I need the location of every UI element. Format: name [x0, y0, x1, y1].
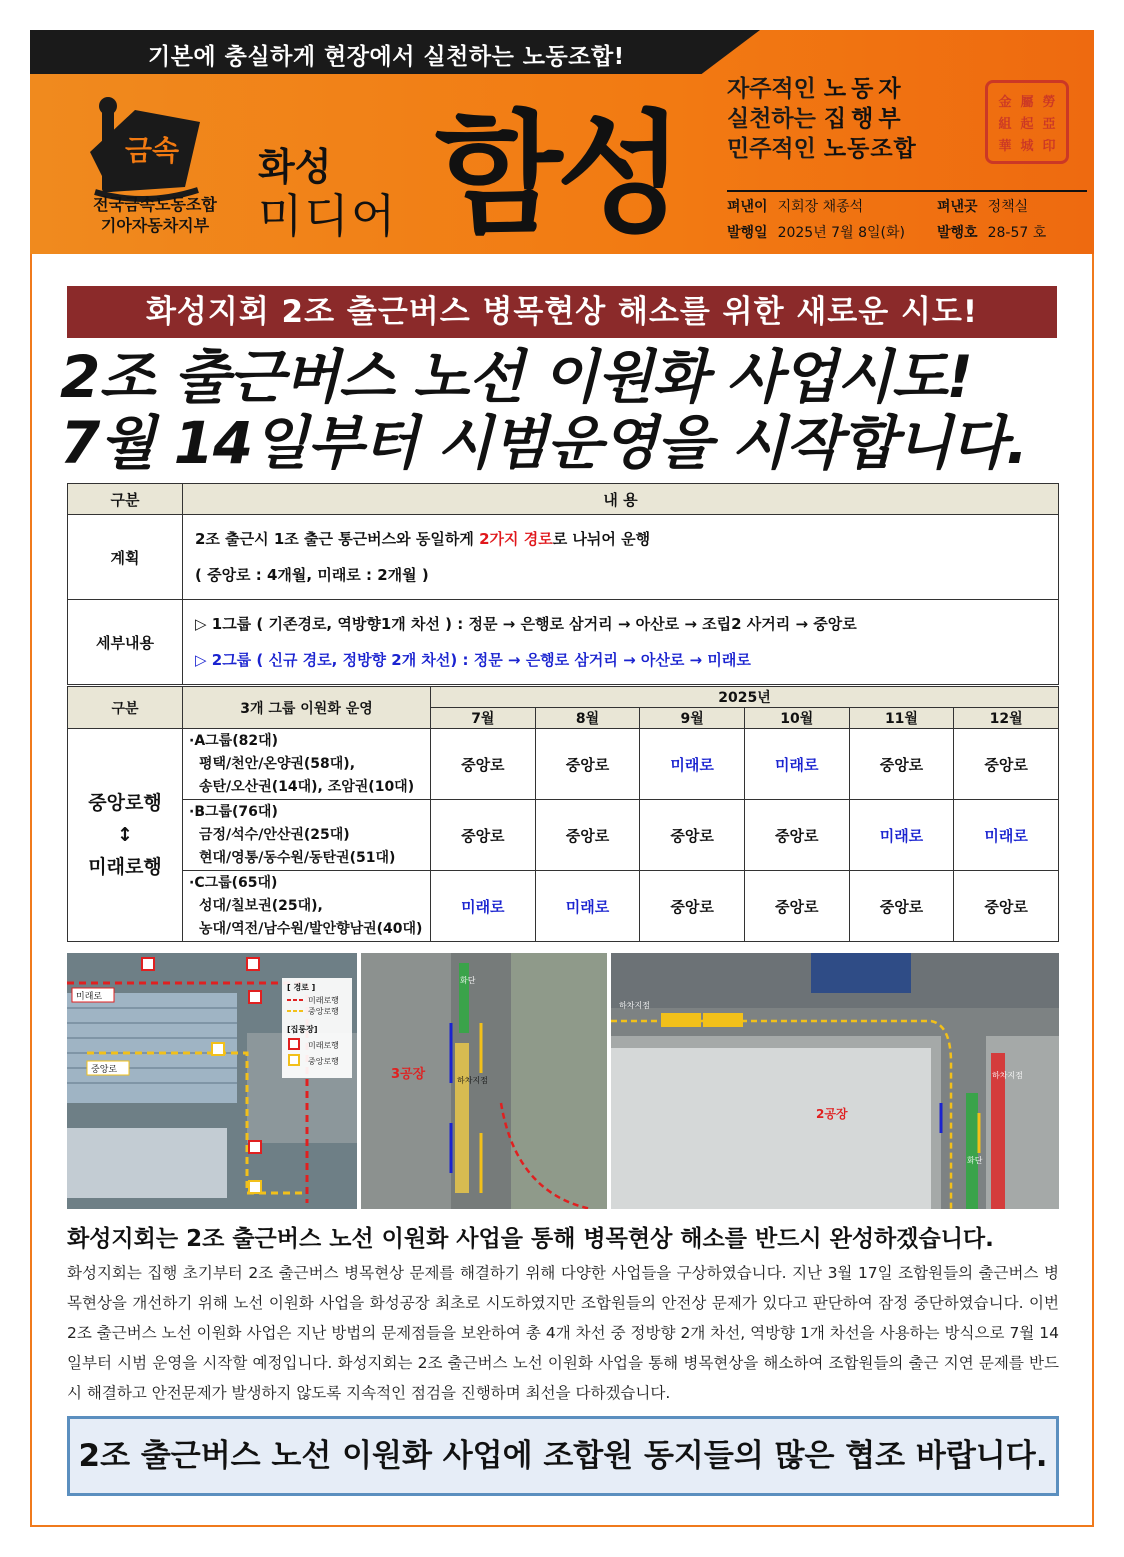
route-cell: 미래로	[744, 729, 849, 800]
detail-route-1: ▷ 1그룹 ( 기존경로, 역방향1개 차선 ) : 정문 → 은행로 삼거리 → 아산로 → 조립2 사거리 → 중앙로	[195, 615, 857, 633]
logo-text: 금속	[124, 134, 180, 167]
median-label: 화단	[967, 1156, 983, 1165]
motto-line: 실천하는 집행부	[727, 106, 906, 132]
map-label-jungang: 중앙로	[91, 1065, 118, 1075]
brand-media: 미디어	[258, 189, 398, 243]
motto	[727, 74, 987, 164]
brand-title: 함성	[435, 98, 679, 252]
plant3-photo	[361, 953, 607, 1209]
union-name	[60, 194, 250, 236]
table-row	[68, 871, 1059, 942]
svg-text:[ 경로 ]: [ 경로 ]	[287, 983, 316, 992]
month-header: 7월	[431, 708, 536, 729]
plant2-label: 2공장	[816, 1107, 848, 1121]
month-header: 9월	[640, 708, 745, 729]
group-c: ·C그룹(65대) 성대/칠보권(25대), 농대/역전/남수원/발안향남권(40대)	[183, 871, 431, 942]
route-cell: 중앙로	[431, 800, 536, 871]
route-cell: 미래로	[640, 729, 745, 800]
route-cell: 중앙로	[849, 729, 954, 800]
publication-info	[727, 190, 1087, 246]
slogan: 기본에 충실하게 현장에서 실천하는 노동조합!	[148, 44, 625, 70]
month-header: 12월	[954, 708, 1059, 729]
route-cell: 중앙로	[640, 871, 745, 942]
route-cell: 중앙로	[744, 800, 849, 871]
detail-label: 세부내용	[68, 600, 183, 685]
map-label-mirae: 미래로	[76, 992, 103, 1002]
plan-table	[67, 483, 1059, 685]
union-logo-icon	[80, 92, 210, 207]
brand-small: 화성	[258, 145, 332, 189]
route-cell: 미래로	[535, 871, 640, 942]
group-a: ·A그룹(82대) 평택/천안/온양권(58대), 송탄/오산권(14대), 조암권(10대)	[183, 729, 431, 800]
month-header: 8월	[535, 708, 640, 729]
pubplace: 정책실	[987, 199, 1029, 215]
table-row	[68, 800, 1059, 871]
headline-line1: 2조 출근버스 노선 이원화 사업시도!	[60, 343, 972, 411]
union-line1: 전국금속노동조합	[93, 195, 217, 214]
headline	[60, 344, 1070, 476]
route-cell: 중앙로	[849, 871, 954, 942]
stop-label: 하차지점	[992, 1071, 1023, 1080]
sched-col-groups: 3개 그룹 이원화 운영	[183, 687, 431, 729]
motto-line: 자주적인 노동자	[727, 76, 906, 102]
publisher: 지회장 채종석	[777, 199, 864, 215]
median-label: 화단	[460, 976, 476, 985]
sched-year: 2025년	[431, 687, 1059, 708]
stop-label: 하차지점	[457, 1076, 488, 1085]
direction-label: 중앙로행 ↕ 미래로행	[68, 729, 183, 942]
date-label: 발행일	[727, 225, 768, 241]
plan-content: 2조 출근시 1조 출근 통근버스와 동일하게 2가지 경로로 나뉘어 운행 ( 중앙로 : 4개월, 미래로 : 2개월 )	[183, 515, 1059, 600]
table-row	[68, 729, 1059, 800]
month-header: 11월	[849, 708, 954, 729]
article-title: 화성지회는 2조 출근버스 노선 이원화 사업을 통해 병목현상 해소를 반드시 완성하겠습니다.	[67, 1226, 994, 1252]
headline-line2: 7월 14일부터 시범운영을 시작합니다.	[60, 409, 1028, 477]
route-cell: 중앙로	[744, 871, 849, 942]
route-cell: 미래로	[954, 800, 1059, 871]
detail-route-2: ▷ 2그룹 ( 신규 경로, 정방향 2개 차선) : 정문 → 은행로 삼거리 → 아산로 → 미래로	[195, 651, 751, 669]
month-header: 10월	[744, 708, 849, 729]
svg-text:중앙로행: 중앙로행	[308, 1007, 339, 1016]
sched-col-category: 구분	[68, 687, 183, 729]
publisher-label: 펴낸이	[727, 199, 768, 215]
svg-text:미래로행: 미래로행	[308, 996, 339, 1005]
route-cell: 중앙로	[954, 729, 1059, 800]
svg-text:미래로행: 미래로행	[308, 1041, 339, 1050]
detail-content	[183, 600, 1059, 685]
issue-date: 2025년 7월 8일(화)	[777, 225, 905, 241]
route-cell: 중앙로	[535, 800, 640, 871]
plant3-label: 3공장	[391, 1067, 426, 1082]
plant2-photo	[611, 953, 1059, 1209]
callout-box: 2조 출근버스 노선 이원화 사업에 조합원 동지들의 많은 협조 바랍니다.	[67, 1416, 1059, 1496]
plan-label: 계획	[68, 515, 183, 600]
motto-line: 민주적인 노동조합	[727, 136, 917, 162]
route-cell: 미래로	[431, 871, 536, 942]
masthead	[30, 30, 1094, 254]
svg-text:[집룽장]: [집룽장]	[287, 1025, 318, 1034]
union-line2: 기아자동차지부	[100, 216, 210, 235]
issue-label: 발행호	[937, 225, 978, 241]
route-cell: 미래로	[849, 800, 954, 871]
article-body: 화성지회는 집행 초기부터 2조 출근버스 병목현상 문제를 해결하기 위해 다양한 사업들을 구상하였습니다. 지난 3월 17일 조합원들의 출근버스 병목현상을 개선하기 위해 노선 이원화 사업을 화성공장 최초로 시도하였지만 조합원들의 안전상 문제가 있다고 판단하여 잠정 중단하였습니다. 이번 2조 출근버스 노선 이원화 사업은 지난 방법의 문제점들을 보완하여 총 4개 차선 중 정방향 2개 차선, 역방향 1개 차선을 사용하는 방식으로 7월 14일부터 시범 운영을 시작할 예정입니다. 화성지회는 2조 출근버스 노선 이원화 사업을 통해 병목현상을 해소하여 조합원들의 출근 지연 문제를 반드시 해결하고 안전문제가 발생하지 않도록 지속적인 점검을 진행하며 최선을 다하겠습니다.	[67, 1264, 1059, 1402]
seal-stamp-icon: 金 屬 勞 組 起 亞 華 城 印	[985, 80, 1069, 164]
route-map-photo	[67, 953, 357, 1209]
plan-col-content: 내 용	[183, 484, 1059, 515]
schedule-table	[67, 686, 1059, 942]
route-cell: 중앙로	[431, 729, 536, 800]
stop-label-top: 하차지점	[619, 1001, 650, 1010]
issue-number: 28-57 호	[987, 225, 1047, 241]
sub-banner: 화성지회 2조 출근버스 병목현상 해소를 위한 새로운 시도!	[67, 286, 1057, 338]
route-cell: 중앙로	[954, 871, 1059, 942]
plan-col-category: 구분	[68, 484, 183, 515]
group-b: ·B그룹(76대) 금정/석수/안산권(25대) 현대/영통/동수원/동탄권(51대)	[183, 800, 431, 871]
svg-text:중앙로행: 중앙로행	[308, 1057, 339, 1066]
pubplace-label: 펴낸곳	[937, 199, 978, 215]
route-cell: 중앙로	[535, 729, 640, 800]
route-cell: 중앙로	[640, 800, 745, 871]
